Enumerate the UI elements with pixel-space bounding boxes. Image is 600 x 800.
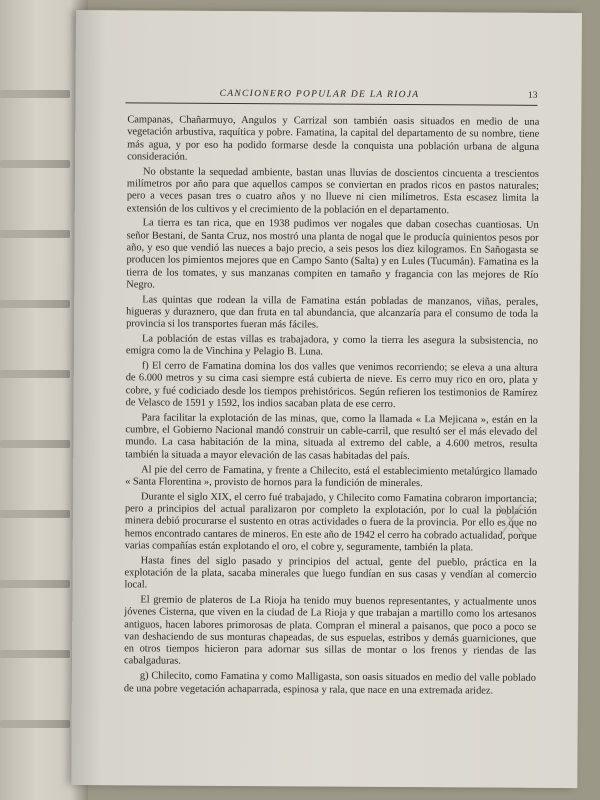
- paragraph: Campanas, Chañarmuyo, Angulos y Carrizal son también oasis situados en medio de una vegetación arbustiva, raquítica y pobre. Famatina, la capital del departamento de su nombre, tiene más agua, y por eso ha podido formarse desde la conquista una población urbana de alguna consideración.: [127, 114, 540, 163]
- paragraph: No obstante la sequedad ambiente, bastan unas lluvias de doscientos cincuenta a trescientos milímetros por año para que aquellos campos se conviertan en prados ricos en pastos naturales; pero a veces pasan tres o cuatro años y no llueve ni cien milímetros. Esta escasez limita la extensión de los cultivos y el crecimiento de la población en el departamento.: [126, 166, 540, 216]
- facing-page-text-line: [0, 160, 70, 168]
- facing-page-text-line: [0, 230, 70, 238]
- paragraph: g) Chilecito, como Famatina y como Malligasta, son oasis situados en medio del valle poblado de una pobre vegetación achaparrada, espinosa y rala, que nace en una extremada aridez.: [123, 670, 536, 697]
- facing-page-text-line: [0, 370, 70, 378]
- paragraph: La población de estas villas es trabajadora, y como la tierra les asegura la subsistencia, no emigra como la de Vinchina y Pelagio B. Luna.: [125, 333, 539, 358]
- running-header: [125, 88, 537, 106]
- book-page: [71, 10, 582, 788]
- facing-page-text-line: [0, 510, 70, 518]
- paragraph: Durante el siglo XIX, el cerro fué trabajado, y Chilecito como Famatina cobraron importancia; pero a principios del actual paralizaron por completo la explotación, por lo cual la población minera debió procurarse el sustento en otras actividades o fuera de la provincia. Por ello es que no hemos encontrado cantares de mineros. En este año de 1942 el cerro ha cobrado actualidad, porque varias compañías están explotando el oro, el cobre y, seguramente, también la plata.: [124, 491, 538, 554]
- page-body: [124, 114, 540, 700]
- running-header-title: CANCIONERO POPULAR DE LA RIOJA: [219, 88, 420, 101]
- paragraph: Hasta fines del siglo pasado y principios del actual, gente del pueblo, práctica en la explotación de la plata, sacaba minerales que luego fundían en sus casas y vendían al comercio local.: [124, 554, 537, 591]
- facing-page-text-line: [0, 300, 70, 308]
- facing-page-text-line: [0, 90, 70, 98]
- page-number: 13: [527, 90, 538, 101]
- paragraph: Para facilitar la explotación de las minas, que, como la llamada « La Mejicana », están en la cumbre, el Gobierno Nacional mandó construir un cable-carril, que resultó ser el más elevado del mundo. La casa habitación de la mina, situada al extremo del cable, a 4.600 metros, resulta también la situada a mayor elevación de las casas habitadas del país.: [125, 412, 538, 462]
- paragraph: Las quintas que rodean la villa de Famatina están pobladas de manzanos, viñas, perales, higueras y duraznero, que dan fruta en tal abundancia, que alcanzaría para el consumo de toda la provincia si los transportes fueran más fáciles.: [126, 294, 539, 331]
- pencil-x-mark: [493, 500, 529, 540]
- paragraph: Al pie del cerro de Famatina, y frente a Chilecito, está el establecimiento metalúrgico llamado « Santa Florentina », provisto de hornos para la fundición de minerales.: [125, 463, 538, 489]
- facing-page-text-line: [0, 580, 70, 588]
- paragraph: La tierra es tan rica, que en 1938 pudimos ver nogales que daban cosechas cuantiosas. Un señor Bestani, de Santa Cruz, nos mostró una planta de nogal que le producía quinientos pesos por año, y eso que vendió las nueces a bajo precio, a seis pesos los diez kilogramos. En Sañogasta se producen los pimientos mejores que en Campo Santo (Salta) y en Lules (Tucumán). Famatina es la tierra de los tomates, y sus manzanas compiten en tamaño y fragancia con las mejores de Río Negro.: [126, 217, 539, 291]
- paragraph: El gremio de plateros de La Rioja ha tenido muy buenos representantes, y actualmente unos jóvenes Cisterna, que viven en la ciudad de La Rioja y que trabajan a martillo como los artesanos antiguos, hacen labores primorosas de plata. Compran el mineral a paisanos, que poco a poco se van deshaciendo de sus monturas chapeadas, de sus espuelas, estribos y demás guarniciones, que en otros tiempos hicieron para adornar sus sillas de montar o los frenos y riendas de las cabalgaduras.: [123, 594, 537, 668]
- facing-page-text-line: [0, 440, 70, 448]
- facing-page-text-line: [0, 650, 70, 658]
- paragraph: f) El cerro de Famatina domina los dos valles que venimos recorriendo; se eleva a una altura de 6.000 metros y su cima casi siempre está cubierta de nieve. Es cerro muy rico en oro, plata y cobre, y fué codiciado desde los tiempos prehistóricos. Según refieren los testimonios de Ramírez de Velasco de 1591 y 1592, los indios sacaban plata de ese cerro.: [125, 360, 538, 410]
- facing-page-text-line: [0, 720, 70, 728]
